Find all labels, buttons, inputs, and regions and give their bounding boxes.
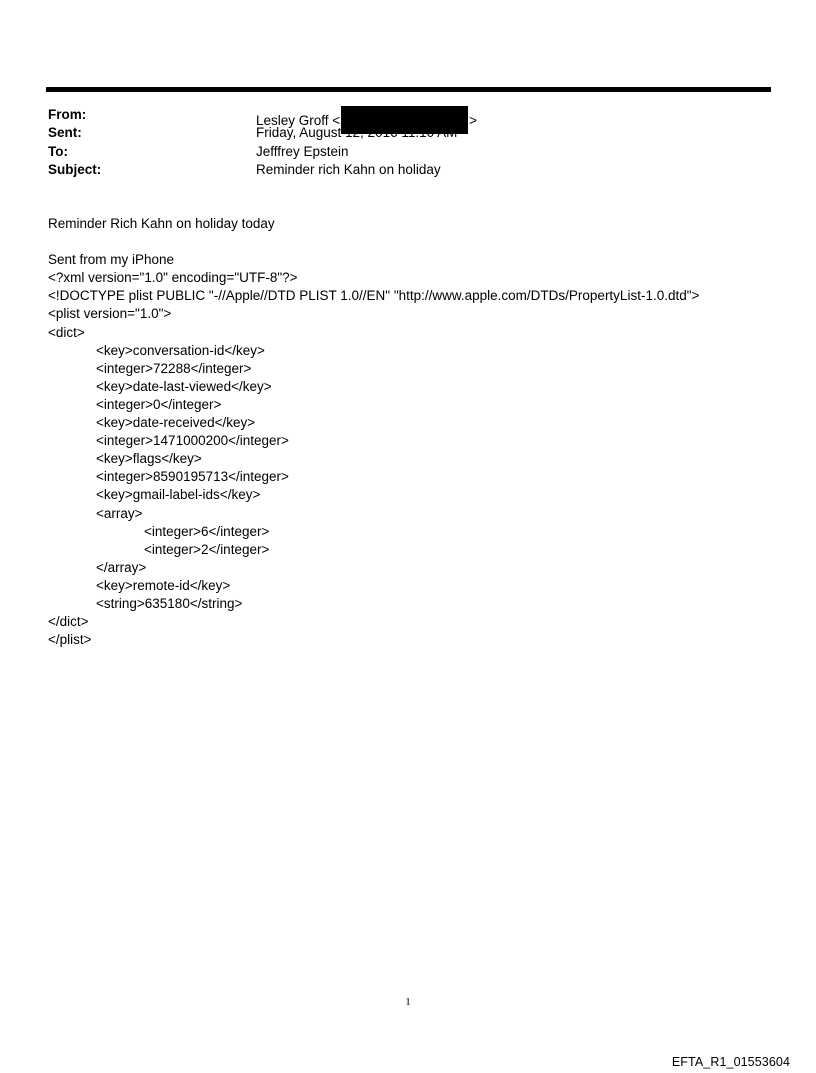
from-label: From: xyxy=(48,107,87,122)
plist-line: </plist> xyxy=(48,632,92,648)
spacer xyxy=(48,233,788,251)
subject-value: Reminder rich Kahn on holiday xyxy=(256,161,441,177)
plist-line: <integer>2</integer> xyxy=(144,541,270,557)
plist-line: <key>date-last-viewed</key> xyxy=(96,378,272,394)
plist-line: </array> xyxy=(96,559,147,575)
plist-line: <array> xyxy=(96,505,143,521)
plist-line: <key>conversation-id</key> xyxy=(96,342,265,358)
plist-line: <integer>1471000200</integer> xyxy=(96,433,289,449)
document-id: EFTA_R1_01553604 xyxy=(671,1055,790,1069)
email-body xyxy=(48,215,788,649)
plist-line: <integer>8590195713</integer> xyxy=(96,469,289,485)
subject-row xyxy=(48,161,768,179)
sent-label: Sent: xyxy=(48,125,82,141)
to-value: Jefffrey Epstein xyxy=(256,143,349,159)
plist-line: <integer>72288</integer> xyxy=(96,360,252,376)
from-row xyxy=(48,106,768,128)
subject-label: Subject: xyxy=(48,161,102,177)
sent-row xyxy=(48,124,768,142)
to-row xyxy=(48,143,768,161)
plist-line: <string>635180</string> xyxy=(96,595,243,611)
from-name: Lesley Groff < xyxy=(256,113,341,128)
plist-line: <integer>0</integer> xyxy=(96,396,222,412)
plist-line: <!DOCTYPE plist PUBLIC "-//Apple//DTD PLIST 1.0//EN" "http://www.apple.com/DTDs/PropertyList-1.0.dtd"> xyxy=(48,288,700,304)
header-divider xyxy=(46,87,771,92)
signature-text: Sent from my iPhone xyxy=(48,252,175,268)
plist-line: <key>remote-id</key> xyxy=(96,577,231,593)
plist-line: <key>gmail-label-ids</key> xyxy=(96,487,261,503)
from-suffix: > xyxy=(469,113,478,128)
sent-value: Friday, August 12, 2016 11:10 AM xyxy=(256,125,458,141)
plist-line: <?xml version="1.0" encoding="UTF-8"?> xyxy=(48,270,298,286)
page-number: 1 xyxy=(405,996,411,1008)
plist-line: <integer>6</integer> xyxy=(144,523,270,539)
plist-line: <plist version="1.0"> xyxy=(48,306,172,322)
from-value xyxy=(256,106,768,128)
plist-line: <dict> xyxy=(48,324,85,340)
message-text: Reminder Rich Kahn on holiday today xyxy=(48,216,275,231)
plist-line: <key>flags</key> xyxy=(96,451,202,467)
plist-line: <key>date-received</key> xyxy=(96,415,256,431)
email-header xyxy=(48,106,768,179)
plist-line: </dict> xyxy=(48,614,89,630)
to-label: To: xyxy=(48,143,68,159)
